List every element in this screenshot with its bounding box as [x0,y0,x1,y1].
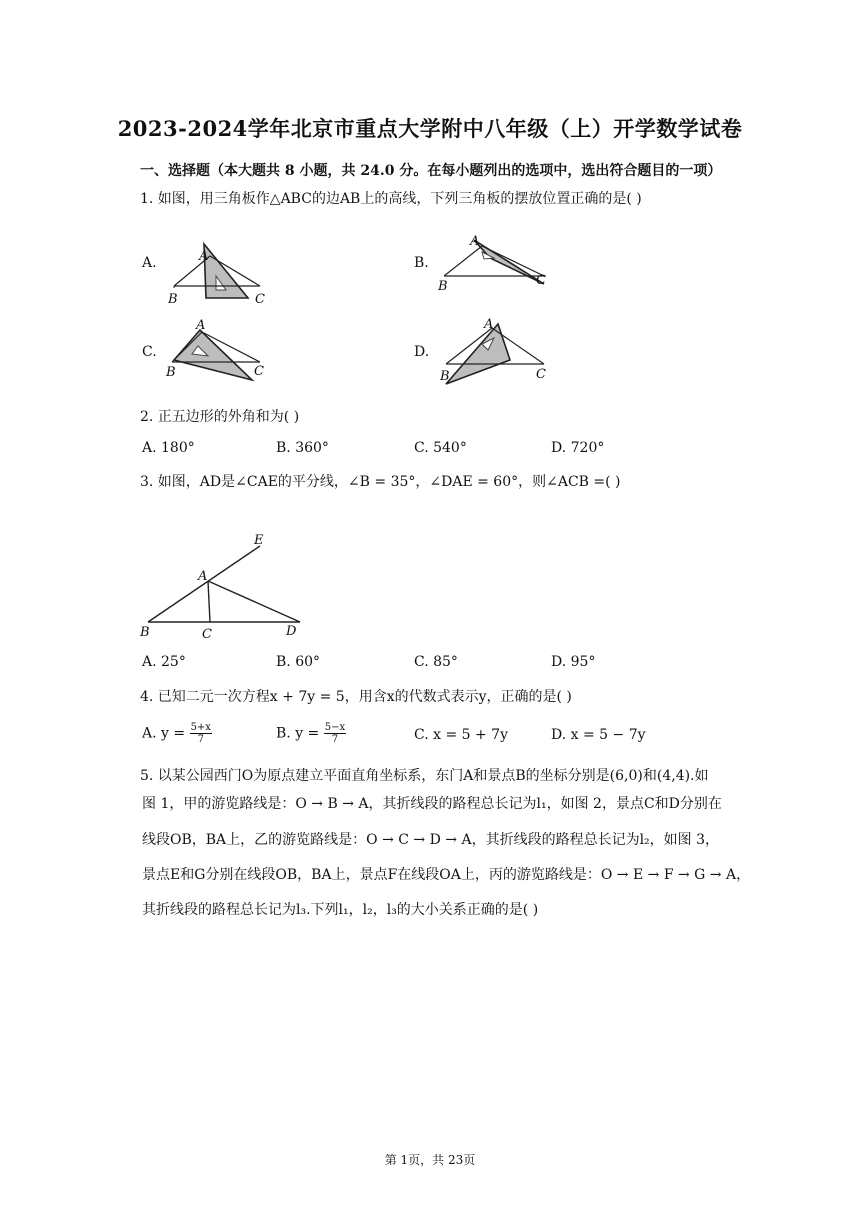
q3-option-a: A. 25° [142,654,186,670]
q1d-label-a: A [484,318,494,332]
q3-label-a: A [198,569,208,584]
q4-option-b-fraction [324,722,346,745]
q1c-label-a: A [196,318,206,333]
section-heading: 一、选择题（本大题共 8 小题，共 24.0 分。在每小题列出的选项中，选出符合题目的一项） [140,163,722,179]
page-footer: 第 1页，共 23页 [384,1153,476,1167]
q2-option-a: A. 180° [142,440,195,456]
q1-figure-d [432,318,562,388]
q1-figure-c [160,316,280,386]
q2-stem: 2. 正五边形的外角和为( ) [140,409,300,425]
q1c-label-b: B [166,365,176,380]
q3-option-c: C. 85° [414,654,458,670]
q1-option-a-label: A. [142,255,157,271]
q4-option-a-denominator: 7 [197,734,204,745]
q4-option-b [276,722,346,745]
q1-option-b-label: B. [414,255,429,271]
q5-line-5: 其折线段的路程总长记为l₃.下列l₁，l₂，l₃的大小关系正确的是( ) [142,902,539,918]
q5-line-2: 图 1，甲的游览路线是：O → B → A，其折线段的路程总长记为l₁，如图 2，景点C和D分别在 [142,796,722,812]
q1-option-d-label: D. [414,344,430,360]
q3-option-b: B. 60° [276,654,321,670]
q1c-label-c: C [254,364,264,379]
q3-label-d: D [286,624,297,639]
q1b-label-b: B [438,279,448,294]
q1a-label-b: B [168,292,178,307]
q1d-label-c: C [536,367,546,382]
q1-figure-b [432,228,562,298]
q1b-label-c: C [536,273,546,288]
q2-option-c: C. 540° [414,440,467,456]
q3-label-b: B [140,625,150,640]
q3-stem: 3. 如图，AD是∠CAE的平分线，∠B = 35°，∠DAE = 60°，则∠ACB =( ) [140,474,621,490]
q4-option-d: D. x = 5 − 7y [551,727,646,743]
q3-label-c: C [202,627,212,642]
q1b-label-a: A [470,234,480,249]
q1-option-c-label: C. [142,344,157,360]
q4-option-a-numerator: 5+x [190,722,211,733]
q5-line-1: 5. 以某公园西门O为原点建立平面直角坐标系，东门A和景点B的坐标分别是(6,0)和(4,4).如 [140,768,709,784]
q3-option-d: D. 95° [551,654,596,670]
q3-label-e: E [254,533,264,548]
q4-option-a [142,722,212,745]
q1d-label-b: B [440,369,450,384]
q1a-label-a: A [199,249,209,264]
q2-option-d: D. 720° [551,440,605,456]
q4-option-a-fraction [190,722,212,745]
q4-option-a-prefix: A. y = [142,725,186,742]
exam-title: 2023-2024学年北京市重点大学附中八年级（上）开学数学试卷 [117,116,743,141]
q4-option-b-numerator: 5−x [324,722,346,733]
q5-line-4: 景点E和G分别在线段OB，BA上，景点F在线段OA上，丙的游览路线是：O → E → F → G → A， [142,867,751,883]
q5-line-3: 线段OB，BA上，乙的游览路线是：O → C → D → A，其折线段的路程总长记为l₂，如图 3， [142,832,720,848]
q4-option-b-denominator: 7 [331,734,339,745]
q3-figure [136,528,316,644]
q2-option-b: B. 360° [276,440,329,456]
q4-option-c: C. x = 5 + 7y [414,727,508,743]
q1a-label-c: C [255,292,265,307]
q1-stem: 1. 如图，用三角板作△ABC的边AB上的高线，下列三角板的摆放位置正确的是( ) [140,191,642,207]
q4-option-b-prefix: B. y = [276,725,320,742]
q4-stem: 4. 已知二元一次方程x + 7y = 5，用含x的代数式表示y，正确的是( ) [140,689,572,705]
q1-figure-a [160,216,280,308]
